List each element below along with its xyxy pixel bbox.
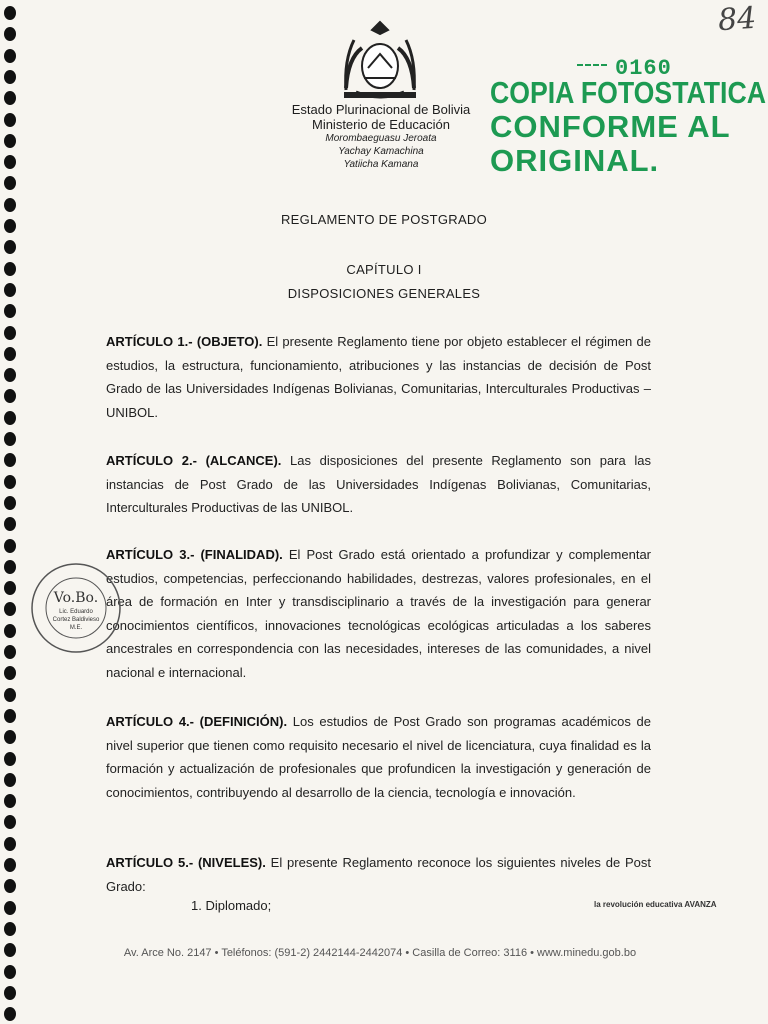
stamp-line: COPIA FOTOSTATICA <box>490 75 766 110</box>
motto-line: Yatiicha Kamana <box>343 159 419 170</box>
binder-hole <box>4 389 16 403</box>
motto-line: Yachay Kamachina <box>338 146 424 157</box>
bolivia-coat-of-arms-icon <box>334 18 426 102</box>
binder-hole <box>4 70 16 84</box>
state-name: Estado Plurinacional de Bolivia <box>291 102 471 117</box>
article-text: Los estudios de Post Grado son programas académicos de nivel superior que tienen como requisito necesario el nivel de licenciatura, cuya finalidad es la formación y actualización de profesionales que profundicen la investigación y generación de conocimientos, contribuyendo al desarrollo de la ciencia, tecnología e innovación. <box>106 714 652 800</box>
binder-hole <box>4 879 16 893</box>
binder-hole <box>4 986 16 1000</box>
binder-hole <box>4 602 16 616</box>
binder-hole <box>4 517 16 531</box>
article-text: El presente Reglamento tiene por objeto establecer el régimen de estudios, la estructura, funcionamiento, atribuciones y las instancias de decisión de Post Grado de las Universidades Indígenas Bolivianas, Comunitarias, Interculturales Productivas – UNIBOL. <box>106 334 651 420</box>
page-footer: Av. Arce No. 2147 • Teléfonos: (591-2) 2442144-2442074 • Casilla de Correo: 3116 • www.minedu.gob.bo <box>123 947 637 959</box>
binder-hole <box>4 560 16 574</box>
article-heading: ARTÍCULO 1.- (OBJETO). <box>106 334 263 349</box>
document-title: REGLAMENTO DE POSTGRADO <box>280 212 488 227</box>
tagline: la revolución educativa AVANZA <box>594 900 717 909</box>
binder-hole <box>4 49 16 63</box>
article-2 <box>106 449 651 520</box>
vobo-name: Lic. Eduardo <box>59 609 93 615</box>
binder-hole <box>4 1007 16 1021</box>
vobo-org: M.E. <box>69 625 83 631</box>
binder-hole <box>4 411 16 425</box>
binder-hole <box>4 134 16 148</box>
article-text: Las disposiciones del presente Reglamento son para las instancias de Post Grado de las Universidades Indígenas Bolivianas, Comunitarias, Interculturales Productivas de las UNIBOL. <box>106 453 651 515</box>
article-heading: ARTÍCULO 2.- (ALCANCE). <box>106 453 282 468</box>
chapter-number: CAPÍTULO I <box>346 262 422 277</box>
binder-hole <box>4 432 16 446</box>
binder-holes <box>0 0 22 1024</box>
binder-hole <box>4 688 16 702</box>
vobo-name: Cortez Baldivieso <box>52 617 100 623</box>
binder-hole <box>4 368 16 382</box>
article-heading: ARTÍCULO 3.- (FINALIDAD). <box>106 547 283 562</box>
stamp-number: 0160 <box>615 56 672 81</box>
binder-hole <box>4 709 16 723</box>
binder-hole <box>4 496 16 510</box>
vobo-approval-stamp <box>28 560 124 656</box>
vobo-title: Vo.Bo. <box>53 590 99 606</box>
motto-line: Morombaeguasu Jeroata <box>325 133 437 144</box>
binder-hole <box>4 240 16 254</box>
article-text: El presente Reglamento reconoce los siguientes niveles de Post Grado: <box>106 855 652 894</box>
binder-hole <box>4 326 16 340</box>
binder-hole <box>4 176 16 190</box>
binder-hole <box>4 198 16 212</box>
binder-hole <box>4 27 16 41</box>
binder-hole <box>4 815 16 829</box>
certified-copy-stamp <box>490 75 766 178</box>
article-1 <box>106 330 651 424</box>
binder-hole <box>4 858 16 872</box>
ministry-name: Ministerio de Educación <box>311 117 451 132</box>
binder-hole <box>4 347 16 361</box>
chapter-title: DISPOSICIONES GENERALES <box>287 286 481 301</box>
article-heading: ARTÍCULO 5.- (NIVELES). <box>106 855 266 870</box>
stamp-line: ORIGINAL. <box>490 143 660 178</box>
binder-hole <box>4 304 16 318</box>
binder-hole <box>4 901 16 915</box>
binder-hole <box>4 773 16 787</box>
binder-hole <box>4 475 16 489</box>
binder-hole <box>4 752 16 766</box>
binder-hole <box>4 922 16 936</box>
binder-hole <box>4 539 16 553</box>
binder-hole <box>4 965 16 979</box>
handwritten-page-number: 84 <box>716 0 758 39</box>
binder-hole <box>4 91 16 105</box>
binder-hole <box>4 730 16 744</box>
binder-hole <box>4 6 16 20</box>
binder-hole <box>4 666 16 680</box>
article-text: El Post Grado está orientado a profundizar y complementar estudios, competencias, perfeccionando habilidades, destrezas, valores profesionales, en el área de formación en Inter y transdisciplinario a través de la investigación para generar conocimientos científicos, innovaciones tecnológicas ecológicas articuladas a los saberes ancestrales en correspondencia con las necesidades, intereses de las comunidades, a nivel nacional e internacional. <box>106 547 651 680</box>
binder-hole <box>4 581 16 595</box>
binder-hole <box>4 155 16 169</box>
article-4 <box>106 710 651 804</box>
article-5 <box>106 851 651 898</box>
binder-hole <box>4 113 16 127</box>
binder-hole <box>4 453 16 467</box>
article-heading: ARTÍCULO 4.- (DEFINICIÓN). <box>106 714 288 729</box>
binder-hole <box>4 794 16 808</box>
list-item: 1. Diplomado; <box>191 898 272 913</box>
ministry-header <box>266 102 496 171</box>
stamp-line: CONFORME AL <box>490 109 731 144</box>
binder-hole <box>4 837 16 851</box>
binder-hole <box>4 645 16 659</box>
article-3 <box>106 543 651 684</box>
binder-hole <box>4 624 16 638</box>
